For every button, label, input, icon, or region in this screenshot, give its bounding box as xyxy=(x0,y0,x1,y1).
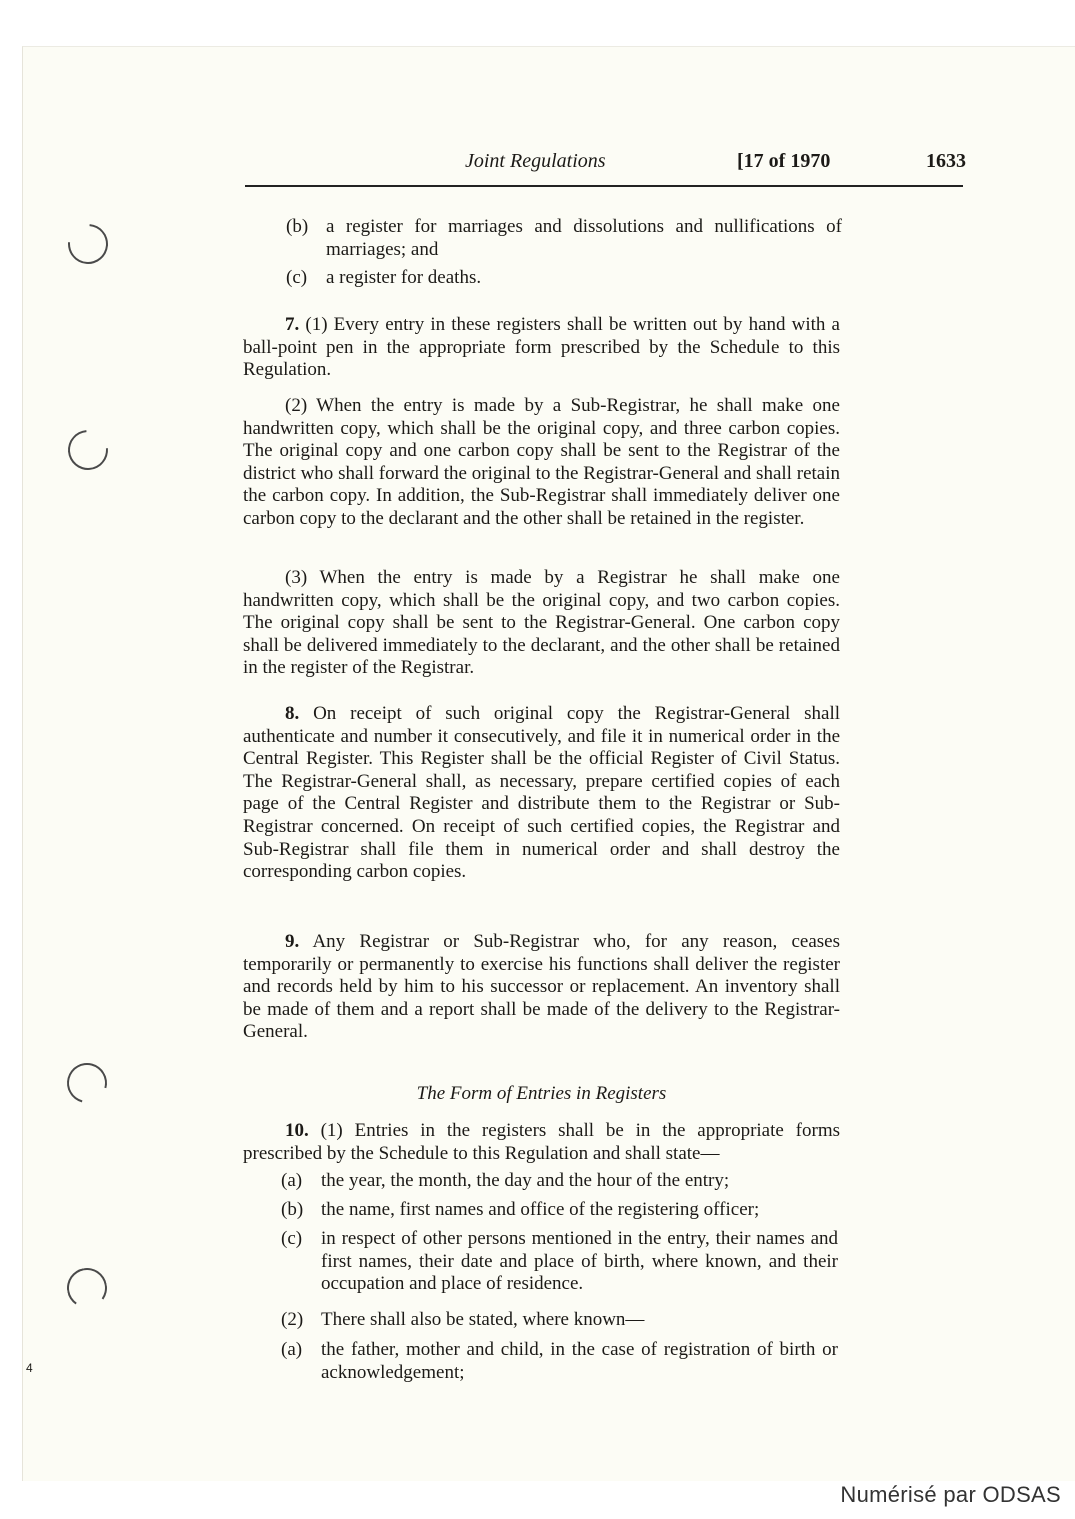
section-9 xyxy=(243,931,840,1044)
section-number: 8. xyxy=(285,703,300,724)
section-heading: The Form of Entries in Registers xyxy=(416,1083,667,1104)
list-item-b xyxy=(286,216,842,261)
para-text: (1) Every entry in these registers shall be written out by hand with a ball-point pen in the appropriate form prescribed by the Schedule to this Regulation. xyxy=(243,314,840,381)
list-label: (b) xyxy=(286,216,309,237)
digitization-credit: Numérisé par ODSAS xyxy=(840,1482,1061,1507)
section-7-para-2: (2) When the entry is made by a Sub-Registrar, he shall make one handwritten copy, which shall be the original copy, and three carbon copies. The original copy and one carbon copy shall be sent to the Registrar of the district who shall forward the original to the Registrar-General and shall retain the carbon copy. In addition, the Sub-Registrar shall immediately deliver one carbon copy to the declarant and the other shall be retained in the register. xyxy=(243,395,840,529)
para-text: (1) Entries in the registers shall be in the appropriate forms prescribed by the Schedule to this Regulation and shall state— xyxy=(243,1120,840,1164)
para-text: Any Registrar or Sub-Registrar who, for any reason, ceases temporarily or permanently to exercise his functions shall deliver the register and records held by him to his successor or replacement. An inventory shall be made of them and a report shall be made of the delivery to the Registrar-General. xyxy=(243,931,841,1043)
section-10-para-2 xyxy=(281,1309,838,1332)
section-7-para-3: (3) When the entry is made by a Registrar he shall make one handwritten copy, which shall be the original copy, and two carbon copies. The original copy shall be sent to the Registrar-General. One carbon copy shall be delivered immediately to the declarant, and the other shall be retained in the register of the Registrar. xyxy=(243,567,840,679)
list-item-c xyxy=(281,1228,838,1296)
list-item-a xyxy=(281,1170,838,1193)
section-number: 10. xyxy=(285,1120,309,1141)
section-10-para-1 xyxy=(243,1120,840,1165)
list-label: (b) xyxy=(281,1199,304,1220)
section-number: 7. xyxy=(285,314,300,335)
section-number: 9. xyxy=(285,931,300,952)
list-label: (c) xyxy=(286,267,308,288)
para-text: On receipt of such original copy the Registrar-General shall authenticate and number it consecutively, and file it in numerical order in the Central Register. This Register shall be the official Register of Civil Status. The Registrar-General shall, as necessary, prepare certified copies of each page of the Central Register and distribute them to the Registrar or Sub-Registrar concerned. On receipt of such certified copies, the Registrar and Sub-Registrar shall file them in numerical order and shall destroy the corresponding carbon copies. xyxy=(243,703,841,883)
header-rule xyxy=(245,185,963,187)
list-item-c xyxy=(286,267,842,290)
list-label: (a) xyxy=(281,1170,303,1191)
list-item-b xyxy=(281,1199,838,1222)
list-label: (c) xyxy=(281,1228,303,1249)
list-label: (2) xyxy=(281,1309,304,1330)
page-number: 1633 xyxy=(926,150,966,172)
list-text: There shall also be stated, where known— xyxy=(321,1309,645,1330)
list-text: a register for marriages and dissolutions and nullifications of marriages; and xyxy=(326,216,842,260)
list-text: the father, mother and child, in the case of registration of birth or acknowledgement; xyxy=(321,1339,838,1383)
section-8 xyxy=(243,703,840,884)
list-item-a xyxy=(281,1339,838,1384)
list-text: a register for deaths. xyxy=(326,267,482,288)
margin-number: 4 xyxy=(26,1361,33,1375)
list-text: the year, the month, the day and the hour of the entry; xyxy=(321,1170,730,1191)
act-reference: [17 of 1970 xyxy=(737,150,831,172)
list-label: (a) xyxy=(281,1339,303,1360)
section-7-para-1 xyxy=(243,314,840,382)
running-title: Joint Regulations xyxy=(465,150,606,172)
list-text: in respect of other persons mentioned in the entry, their names and first names, their date and place of birth, where known, and their occupation and place of residence. xyxy=(321,1228,838,1295)
list-text: the name, first names and office of the registering officer; xyxy=(321,1199,760,1220)
